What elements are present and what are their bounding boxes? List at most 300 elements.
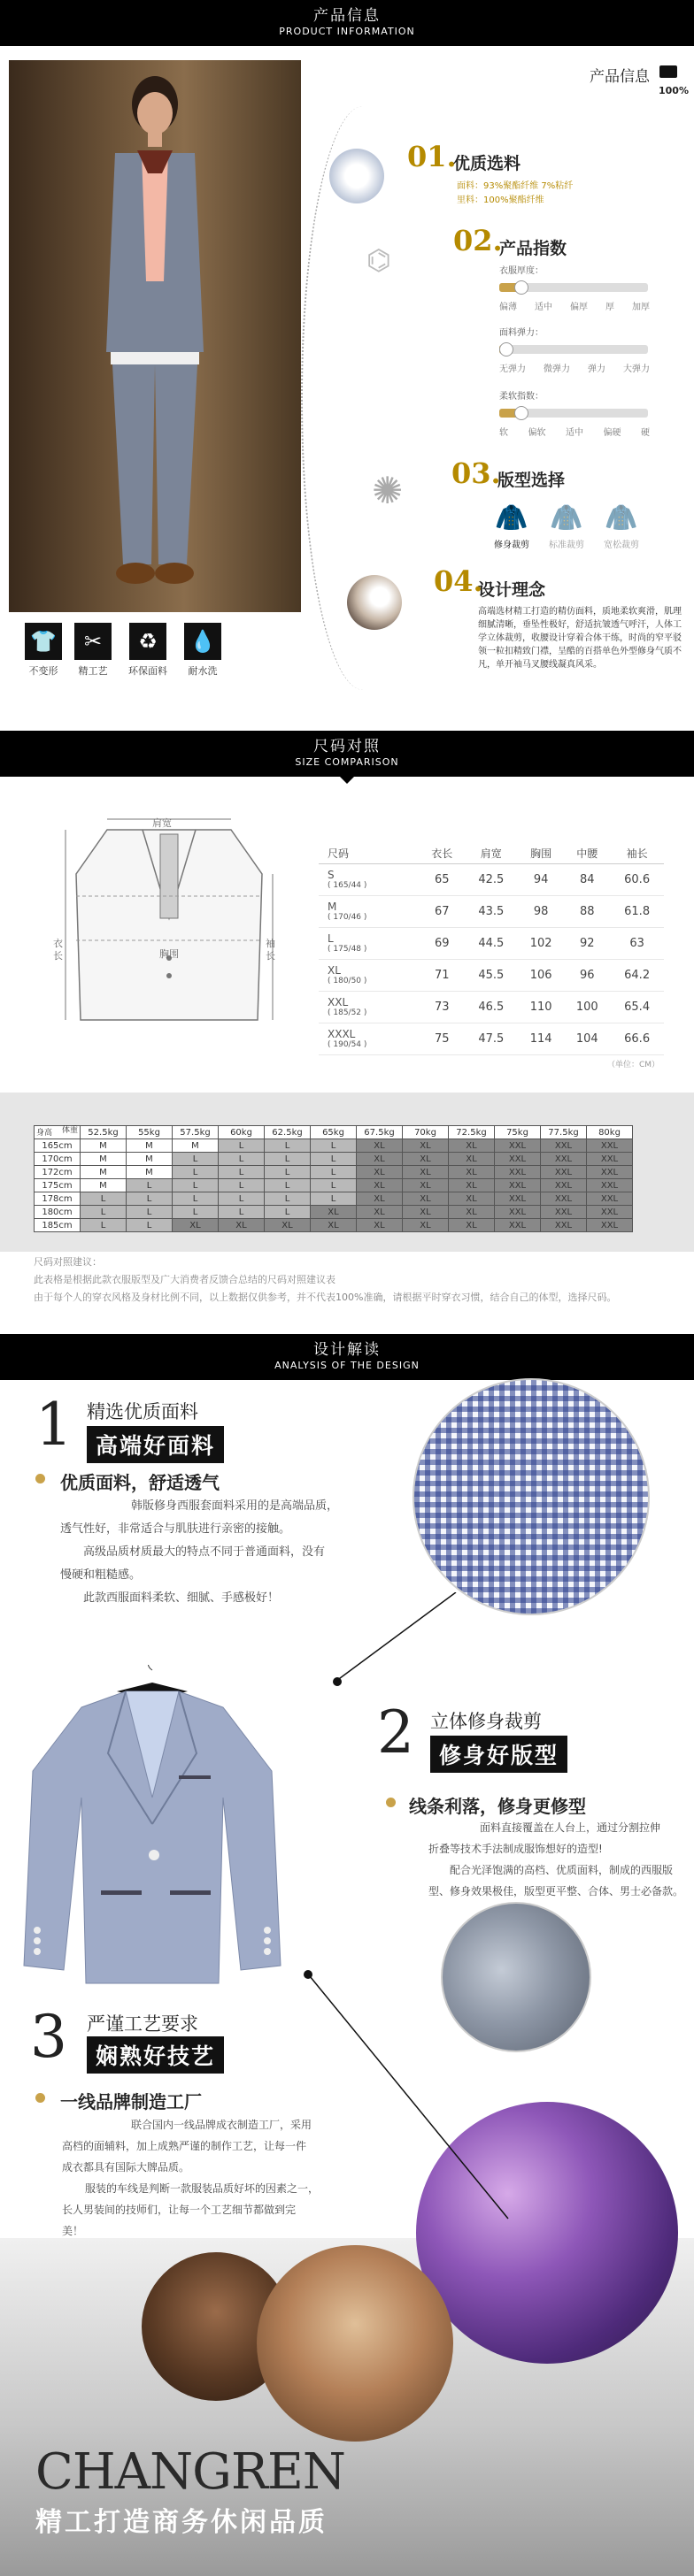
size-cell	[319, 928, 420, 960]
size-recommendation-cell: XXL	[541, 1139, 587, 1153]
product-info-banner	[0, 0, 694, 46]
softness-label: 柔软指数：	[499, 392, 544, 402]
text-line: 此款西服面料柔软、细腻、手感极好！	[83, 1591, 280, 1605]
size-recommendation-cell: L	[311, 1153, 357, 1166]
measurement-cell: 43.5	[464, 896, 518, 928]
scale-label: 厚	[605, 303, 614, 312]
size-row	[319, 992, 664, 1024]
softness-bar	[499, 409, 648, 418]
material-line: 面料：93%聚酯纤维 7%粘纤	[457, 181, 574, 191]
measurement-cell: 100	[564, 992, 610, 1024]
size-recommendation-cell: XL	[449, 1219, 495, 1232]
scale-label: 偏薄	[499, 303, 517, 312]
size-table	[319, 843, 664, 1055]
thickness-bar	[499, 283, 648, 292]
size-recommendation-cell: XXL	[587, 1139, 633, 1153]
brand-slogan: 精工打造商务休闲品质	[35, 2507, 328, 2538]
measurement-cell: 102	[518, 928, 564, 960]
size-recommendation-cell: XL	[403, 1192, 449, 1206]
size-cell	[319, 992, 420, 1024]
size-recommendation-cell: L	[265, 1139, 311, 1153]
size-label: L	[328, 932, 334, 945]
size-recommendation-cell: XXL	[541, 1206, 587, 1219]
section-number: 02.	[453, 224, 503, 257]
size-recommendation-cell: L	[311, 1179, 357, 1192]
size-cell	[319, 864, 420, 896]
size-recommendation-cell: L	[219, 1153, 265, 1166]
design-title: 立体修身裁剪	[430, 1711, 542, 1732]
size-recommendation-cell: M	[127, 1166, 173, 1179]
scale-label: 加厚	[632, 303, 650, 312]
scale-label: 适中	[535, 303, 552, 312]
size-recommendation-cell: L	[173, 1206, 219, 1219]
size-recommendation-cell: L	[173, 1192, 219, 1206]
design-badge: 娴熟好技艺	[87, 2036, 224, 2074]
size-row	[319, 896, 664, 928]
size-code: ( 175/48 )	[328, 944, 367, 954]
size-recommendation-cell: XL	[449, 1166, 495, 1179]
size-label: XXL	[328, 995, 349, 1008]
weight-header-cell: 57.5kg	[173, 1126, 219, 1139]
design-analysis-banner	[0, 1334, 694, 1380]
text-line: 服装的车线是判断一款服装品质好坏的因素之一，	[85, 2182, 320, 2195]
size-recommendation-cell: M	[81, 1166, 127, 1179]
design-subtitle: 线条利落，修身更修型	[409, 1796, 586, 1817]
text-line: 高级品质材质最大的特点不同于普通面料，没有	[83, 1545, 326, 1559]
size-recommendation-cell: XXL	[587, 1206, 633, 1219]
text-line: 透气性好，非常适合与肌肤进行亲密的接触。	[60, 1522, 291, 1536]
column-header: 尺码	[319, 843, 420, 864]
design-title: 严谨工艺要求	[87, 2013, 198, 2035]
size-recommendation-cell: XL	[449, 1206, 495, 1219]
measurement-cell: 104	[564, 1024, 610, 1055]
measurement-cell: 47.5	[464, 1024, 518, 1055]
section-number: 03.	[451, 456, 501, 490]
size-code: ( 180/50 )	[328, 976, 367, 985]
size-cell	[319, 960, 420, 992]
size-recommendation-cell: XL	[357, 1139, 403, 1153]
text-line: 美！	[62, 2225, 84, 2237]
size-code: ( 170/46 )	[328, 912, 367, 922]
size-recommendation-cell: L	[265, 1206, 311, 1219]
size-recommendation-cell: XL	[449, 1192, 495, 1206]
design-concept-text: 高端选材精工打造的精仿面料，质地柔软爽滑，肌理细腻清晰，垂坠性极好，舒适抗皱透气呼汗，人体工学立体裁剪，收腰设计穿着合体干练，时尚的窄平驳领一粒扣精致门襟，呈酷的百搭单色外型修身气质不凡，单开袖马叉腰线凝真风采。	[478, 607, 682, 670]
size-recommendation-cell: XXL	[587, 1179, 633, 1192]
measurement-cell: 63	[610, 928, 664, 960]
brand-name: CHANGREN	[35, 2443, 345, 2501]
size-recommendation-cell: L	[127, 1192, 173, 1206]
section-title: 版型选择	[497, 471, 566, 490]
corner-height-label: 身高	[36, 1129, 53, 1138]
measurement-cell: 46.5	[464, 992, 518, 1024]
weight-header-cell: 72.5kg	[449, 1126, 495, 1139]
measurement-cell: 106	[518, 960, 564, 992]
height-cell: 175cm	[35, 1179, 81, 1192]
size-recommendation-cell: XL	[403, 1219, 449, 1232]
scale-label: 偏软	[528, 428, 546, 438]
size-comparison-banner	[0, 731, 694, 777]
size-recommendation-cell: M	[127, 1139, 173, 1153]
grid-note-1: 此表格是根据此款衣服版型及广大消费者反馈合总结的尺码对照建议表	[34, 1274, 335, 1285]
design-text	[60, 1495, 361, 1610]
size-recommendation-cell: XXL	[587, 1166, 633, 1179]
fit-option-slim[interactable]	[494, 502, 529, 550]
banner-subtitle: PRODUCT INFORMATION	[279, 26, 415, 37]
text-line: 联合国内一线品牌成衣制造工厂，采用	[131, 2119, 312, 2131]
measurement-cell: 110	[518, 992, 564, 1024]
pointer-line	[336, 1592, 460, 1685]
size-label: XL	[328, 963, 341, 977]
size-recommendation-cell: XL	[449, 1139, 495, 1153]
measurement-cell: 60.6	[610, 864, 664, 896]
size-recommendation-cell: XXL	[541, 1153, 587, 1166]
scale-label: 微弹力	[544, 364, 570, 374]
scale-label: 适中	[566, 428, 583, 438]
measurement-cell: 94	[518, 864, 564, 896]
text-line: 成衣都具有国际大牌品质。	[62, 2161, 190, 2174]
design-subtitle: 一线品牌制造工厂	[60, 2091, 202, 2112]
size-recommendation-cell: L	[219, 1206, 265, 1219]
size-recommendation-cell: XL	[311, 1219, 357, 1232]
measurement-cell: 45.5	[464, 960, 518, 992]
weight-height-grid	[34, 1125, 633, 1232]
design-number: 2	[377, 1698, 414, 1767]
measurement-cell: 64.2	[610, 960, 664, 992]
size-recommendation-cell: L	[265, 1179, 311, 1192]
design-subtitle: 优质面料，舒适透气	[60, 1472, 220, 1493]
banner-title: 产品信息	[313, 7, 381, 25]
model-photo	[9, 60, 301, 612]
size-recommendation-cell: L	[219, 1139, 265, 1153]
recycle-icon: ♻	[129, 623, 166, 660]
size-recommendation-cell: XL	[403, 1153, 449, 1166]
molecule-icon: ⌬	[366, 243, 391, 277]
grid-row	[35, 1219, 633, 1232]
size-recommendation-cell: XL	[403, 1179, 449, 1192]
height-cell: 180cm	[35, 1206, 81, 1219]
weight-header-cell: 80kg	[587, 1126, 633, 1139]
scale-label: 软	[499, 428, 508, 438]
size-recommendation-cell: XL	[357, 1179, 403, 1192]
size-label: S	[328, 868, 335, 881]
design-title: 精选优质面料	[87, 1401, 198, 1422]
feature-item	[22, 623, 65, 678]
size-recommendation-cell: XXL	[495, 1206, 541, 1219]
size-label: XXXL	[328, 1027, 356, 1040]
measurement-cell: 88	[564, 896, 610, 928]
grid-note-title: 尺码对照建议：	[34, 1256, 102, 1268]
unit-label: （单位：CM）	[607, 1061, 660, 1070]
size-recommendation-cell: L	[81, 1206, 127, 1219]
size-recommendation-cell: XXL	[587, 1153, 633, 1166]
feature-label: 耐水洗	[188, 665, 218, 677]
shirt-icon: 👕	[25, 623, 62, 660]
size-recommendation-cell: XL	[357, 1192, 403, 1206]
height-cell: 172cm	[35, 1166, 81, 1179]
text-line: 高档的面辅料，加上成熟严谨的制作工艺，让每一件	[62, 2140, 307, 2152]
height-cell: 165cm	[35, 1139, 81, 1153]
height-cell: 185cm	[35, 1219, 81, 1232]
measurement-cell: 65.4	[610, 992, 664, 1024]
section-title: 产品指数	[499, 239, 567, 258]
size-recommendation-cell: XL	[403, 1139, 449, 1153]
feature-item	[181, 623, 224, 678]
banner-title: 尺码对照	[313, 738, 381, 755]
fit-option-standard[interactable]	[549, 502, 584, 550]
height-cell: 178cm	[35, 1192, 81, 1206]
column-header: 袖长	[610, 843, 664, 864]
suit-icon: 🧥	[550, 502, 583, 533]
jacket-diagram	[58, 812, 280, 1042]
text-line: 配合光泽饱满的高档、优质面料，制成的西服版	[450, 1864, 674, 1876]
size-recommendation-cell: XXL	[541, 1179, 587, 1192]
size-recommendation-cell: XXL	[541, 1192, 587, 1206]
size-row	[319, 928, 664, 960]
weight-header-cell: 55kg	[127, 1126, 173, 1139]
elasticity-scale	[499, 361, 650, 374]
blazer-image	[19, 1665, 285, 1992]
camera-icon	[659, 65, 677, 78]
grid-row	[35, 1206, 633, 1219]
banner-subtitle: ANALYSIS OF THE DESIGN	[274, 1360, 420, 1371]
size-recommendation-cell: L	[219, 1179, 265, 1192]
scale-label: 硬	[641, 428, 650, 438]
size-recommendation-cell: XL	[357, 1166, 403, 1179]
gingham-fabric-image	[413, 1378, 650, 1615]
grid-row	[35, 1139, 633, 1153]
size-recommendation-cell: XXL	[541, 1166, 587, 1179]
measurement-cell: 66.6	[610, 1024, 664, 1055]
column-header: 中腰	[564, 843, 610, 864]
size-recommendation-cell: L	[219, 1192, 265, 1206]
model-figure-icon	[93, 69, 217, 600]
size-recommendation-cell: XXL	[495, 1166, 541, 1179]
product-info-heading: 产品信息	[590, 68, 650, 86]
measurement-cell: 44.5	[464, 928, 518, 960]
size-recommendation-cell: L	[219, 1166, 265, 1179]
thickness-label: 衣服厚度：	[499, 266, 544, 276]
design-number: 1	[35, 1391, 73, 1459]
size-cell	[319, 1024, 420, 1055]
height-cell: 170cm	[35, 1153, 81, 1166]
size-recommendation-cell: XL	[403, 1166, 449, 1179]
measurement-cell: 61.8	[610, 896, 664, 928]
size-recommendation-cell: L	[265, 1192, 311, 1206]
grid-row	[35, 1192, 633, 1206]
measurement-cell: 73	[420, 992, 464, 1024]
weight-header-cell: 77.5kg	[541, 1126, 587, 1139]
thickness-knob	[514, 280, 528, 295]
text-line: 韩版修身西服套面料采用的是高端品质，	[131, 1499, 339, 1513]
corner-weight-label: 体重	[61, 1126, 78, 1135]
elasticity-knob	[499, 342, 513, 356]
shoulder-label: 肩宽	[152, 817, 172, 829]
feature-label: 不变形	[28, 665, 58, 677]
weight-header-cell: 52.5kg	[81, 1126, 127, 1139]
measurement-cell: 75	[420, 1024, 464, 1055]
column-header: 衣长	[420, 843, 464, 864]
size-table-header	[319, 843, 664, 864]
pointer-line	[308, 1974, 512, 2222]
size-recommendation-cell: XXL	[495, 1139, 541, 1153]
size-recommendation-cell: L	[265, 1153, 311, 1166]
text-line: 慢硬和粗糙感。	[60, 1568, 142, 1582]
elasticity-bar	[499, 345, 648, 354]
banner-title: 设计解读	[313, 1341, 381, 1359]
design-badge: 高端好面料	[87, 1426, 224, 1463]
size-recommendation-cell: XXL	[495, 1219, 541, 1232]
grid-note-2: 由于每个人的穿衣风格及身材比例不同，以上数据仅供参考，并不代表100%准确，请根据平时穿衣习惯，结合自己的体型，选择尺码。	[34, 1292, 617, 1303]
size-recommendation-cell: XXL	[587, 1192, 633, 1206]
weight-header-cell: 67.5kg	[357, 1126, 403, 1139]
size-recommendation-cell: XL	[265, 1219, 311, 1232]
size-recommendation-cell: L	[311, 1139, 357, 1153]
size-recommendation-cell: L	[127, 1179, 173, 1192]
design-number: 3	[30, 2003, 67, 2071]
size-cell	[319, 896, 420, 928]
grid-row	[35, 1179, 633, 1192]
measurement-cell: 98	[518, 896, 564, 928]
scale-label: 偏厚	[570, 303, 588, 312]
sleeve-label: 袖长	[266, 938, 275, 962]
weight-header-cell: 75kg	[495, 1126, 541, 1139]
text-line: 型、修身效果极佳，版型更平整、合体、男士必备款。	[428, 1885, 684, 1898]
measurement-cell: 69	[420, 928, 464, 960]
elasticity-label: 面料弹力：	[499, 328, 544, 338]
thickness-scale	[499, 299, 650, 312]
fabric-thumb	[329, 149, 384, 203]
tailor-photo	[257, 2245, 453, 2442]
size-recommendation-cell: L	[173, 1153, 219, 1166]
lining-line: 里料：100%聚酯纤维	[457, 196, 544, 205]
feature-item	[72, 623, 114, 678]
grid-corner	[35, 1126, 81, 1139]
size-recommendation-cell: XXL	[495, 1153, 541, 1166]
size-recommendation-cell: XXL	[541, 1219, 587, 1232]
grid-row	[35, 1153, 633, 1166]
measurement-cell: 67	[420, 896, 464, 928]
section-number: 01.	[407, 140, 457, 173]
measurement-cell: 71	[420, 960, 464, 992]
scale-label: 弹力	[588, 364, 605, 374]
text-line: 长人男装间的技师们，让每一个工艺细节都做到完	[62, 2204, 297, 2216]
size-recommendation-cell: L	[265, 1166, 311, 1179]
softness-knob	[514, 406, 528, 420]
size-code: ( 190/54 )	[328, 1039, 367, 1049]
suit-icon: 🧥	[495, 502, 528, 533]
banner-notch	[340, 777, 354, 784]
measurement-cell: 84	[564, 864, 610, 896]
size-recommendation-cell: L	[127, 1206, 173, 1219]
column-header: 肩宽	[464, 843, 518, 864]
size-recommendation-cell: L	[173, 1166, 219, 1179]
size-row	[319, 1024, 664, 1055]
grid-header-row	[35, 1126, 633, 1139]
size-recommendation-cell: M	[127, 1153, 173, 1166]
scale-label: 偏硬	[603, 428, 621, 438]
size-recommendation-cell: XL	[173, 1219, 219, 1232]
size-recommendation-cell: M	[81, 1179, 127, 1192]
tailor-thumb	[347, 575, 402, 630]
weight-header-cell: 60kg	[219, 1126, 265, 1139]
fit-option-label: 标准裁剪	[549, 540, 584, 550]
weight-header-cell: 62.5kg	[265, 1126, 311, 1139]
banner-subtitle: SIZE COMPARISON	[295, 756, 399, 768]
section-title: 设计理念	[478, 580, 546, 600]
size-recommendation-cell: XL	[219, 1219, 265, 1232]
size-recommendation-cell: XL	[449, 1179, 495, 1192]
size-recommendation-cell: L	[127, 1219, 173, 1232]
size-recommendation-cell: XL	[357, 1219, 403, 1232]
pointer-dot	[304, 1970, 312, 1979]
size-recommendation-cell: XL	[357, 1206, 403, 1219]
grid-row	[35, 1166, 633, 1179]
size-recommendation-cell: L	[81, 1192, 127, 1206]
water-drop-icon: 💧	[184, 623, 221, 660]
percent-label: 100%	[659, 85, 689, 96]
feature-icons	[22, 623, 224, 678]
size-recommendation-cell: M	[173, 1139, 219, 1153]
measurement-cell: 42.5	[464, 864, 518, 896]
size-recommendation-cell: XL	[357, 1153, 403, 1166]
feature-item	[121, 623, 174, 678]
size-recommendation-cell: XL	[311, 1206, 357, 1219]
vitruvian-icon: ✺	[372, 469, 404, 512]
fit-option-label: 宽松裁剪	[604, 540, 639, 550]
size-label: M	[328, 900, 337, 913]
section-number: 04.	[434, 564, 483, 598]
size-recommendation-cell: L	[311, 1192, 357, 1206]
size-recommendation-cell: XXL	[495, 1179, 541, 1192]
measurement-cell: 96	[564, 960, 610, 992]
measurement-cell: 65	[420, 864, 464, 896]
fit-options	[494, 502, 639, 550]
size-row	[319, 960, 664, 992]
size-recommendation-cell: XL	[449, 1153, 495, 1166]
size-recommendation-cell: L	[173, 1179, 219, 1192]
size-recommendation-cell: XL	[403, 1206, 449, 1219]
chest-label: 胸围	[159, 948, 179, 960]
text-line: 面料直接覆盖在人台上，通过分割拉伸	[480, 1821, 661, 1834]
design-text	[370, 1817, 694, 1902]
scissors-icon: ✂	[74, 623, 112, 660]
measurement-cell: 92	[564, 928, 610, 960]
bullet-dot	[35, 2093, 45, 2103]
size-code: ( 165/44 )	[328, 880, 367, 890]
weight-header-cell: 65kg	[311, 1126, 357, 1139]
scale-label: 大弹力	[623, 364, 650, 374]
column-header: 胸围	[518, 843, 564, 864]
weight-header-cell: 70kg	[403, 1126, 449, 1139]
measurement-cell: 114	[518, 1024, 564, 1055]
size-recommendation-cell: M	[81, 1153, 127, 1166]
softness-scale	[499, 425, 650, 438]
size-recommendation-cell: M	[81, 1139, 127, 1153]
feature-label: 精工艺	[78, 665, 108, 677]
bullet-dot	[386, 1798, 396, 1807]
feature-label: 环保面料	[128, 665, 167, 677]
size-recommendation-cell: L	[81, 1219, 127, 1232]
section-title: 优质选料	[453, 154, 521, 173]
scale-label: 无弹力	[499, 364, 526, 374]
size-recommendation-cell: L	[311, 1166, 357, 1179]
bullet-dot	[35, 1474, 45, 1484]
fit-option-loose[interactable]	[604, 502, 639, 550]
size-recommendation-cell: XXL	[495, 1192, 541, 1206]
size-code: ( 185/52 )	[328, 1008, 367, 1017]
size-row	[319, 864, 664, 896]
size-recommendation-cell: XXL	[587, 1219, 633, 1232]
